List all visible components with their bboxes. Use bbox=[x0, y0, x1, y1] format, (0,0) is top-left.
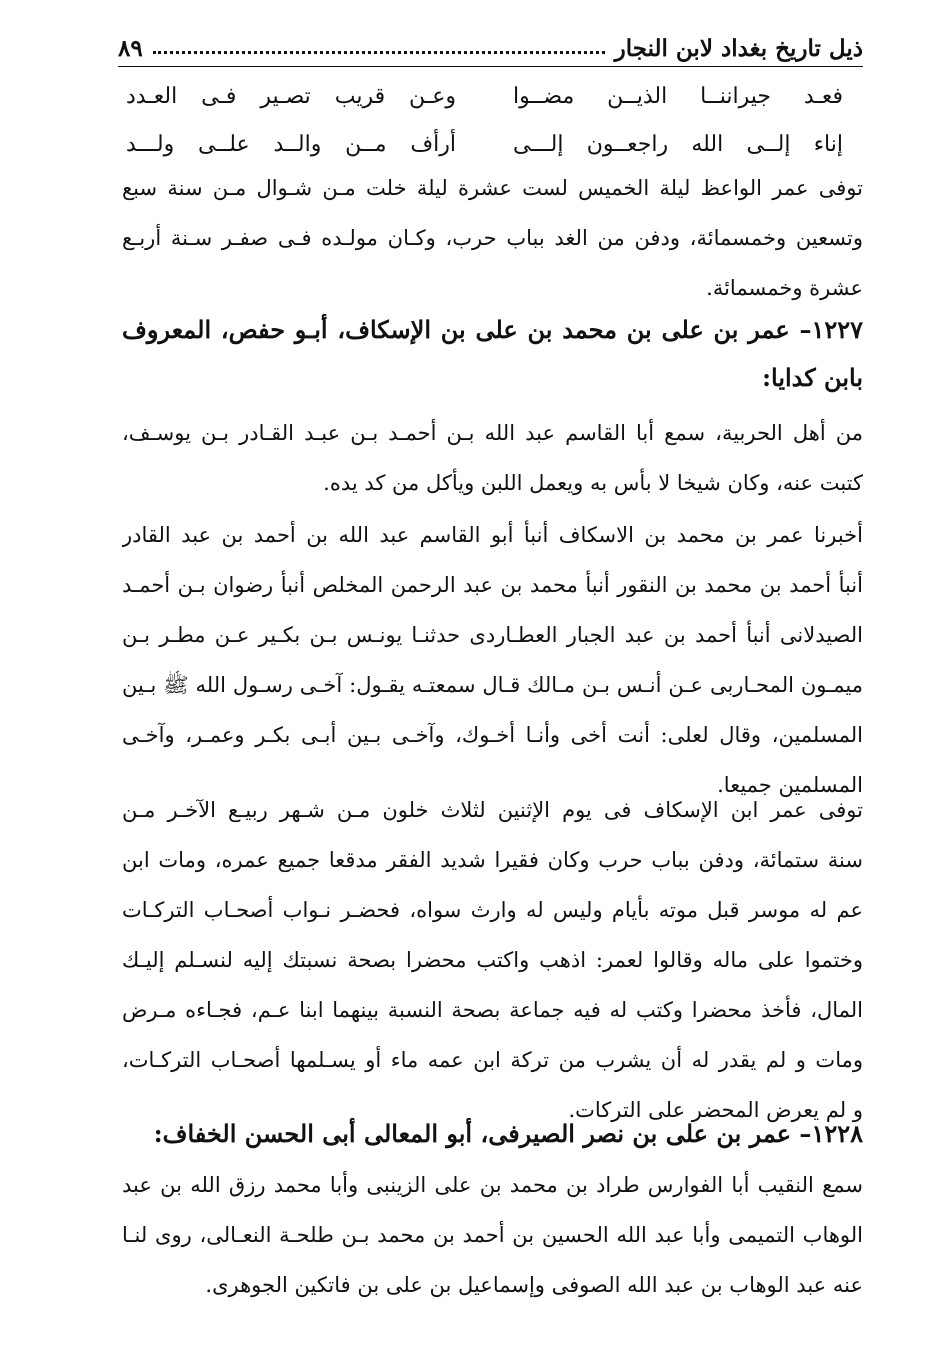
text-line: عم له موسر قبل موته بأيام وليس له وارث سواه، فحضـر نـواب أصحـاب التركـات bbox=[122, 898, 863, 922]
text-line: كتبت عنه، وكان شيخا لا بأس به ويعمل اللبن ويأكل من كد يده. bbox=[323, 471, 863, 495]
text-line: وختموا على ماله وقالوا لعمر: اذهب واكتب محضرا بصحة نسبتك إليه لنسـلم إليـك bbox=[122, 948, 863, 972]
paragraph-death-note bbox=[122, 163, 863, 313]
paragraph-bio-1227 bbox=[122, 408, 863, 508]
heading-line: ١٢٢٨– عمر بن على بن نصر الصيرفى، أبو المعالى أبى الحسن الخفاف: bbox=[153, 1119, 863, 1148]
text-line: توفى عمر ابن الإسكاف فى يوم الإثنين لثلاث خلون مـن شـهر ربيـع الآخـر مـن bbox=[122, 798, 863, 822]
heading-line: بابن كدايا: bbox=[762, 363, 863, 392]
text-line: و لم يعرض المحضر على التركات. bbox=[568, 1098, 863, 1122]
hemistich-first: إناء إلــى الله راجعــون إلـــى bbox=[513, 131, 843, 157]
text-line: عنه عبد الوهاب بن عبد الله الصوفى وإسماعيل بن على بن فاتكين الجوهرى. bbox=[205, 1273, 863, 1297]
hemistich-second: أرأف مــن والــد علــى ولـــد bbox=[126, 131, 456, 157]
hemistich-second: وعـن قريب تصـير فـى العـدد bbox=[126, 83, 456, 109]
text-line: عشرة وخمسمائة. bbox=[706, 276, 863, 300]
text-line: الوهاب التميمى وأبا عبد الله الحسين بن أحمد بن محمد بـن طلحـة النعـالى، روى لنـا bbox=[122, 1223, 863, 1247]
text-line: المال، فأخذ محضرا وكتب له فيه جماعة بصحة النسبة بينهما ابنا عـم، فجـاءه مـرض bbox=[122, 998, 863, 1022]
paragraph-hadith-1227 bbox=[122, 510, 863, 810]
text-line: أخبرنا عمر بن محمد بن الاسكاف أنبأ أبو القاسم عبد الله بن أحمد بن عبد القادر bbox=[122, 523, 863, 547]
text-line: الصيدلانى أنبأ أحمد بن عبد الجبار العطـاردى حدثنـا يونـس بـن بكـير عـن مطـر بـن bbox=[122, 623, 863, 647]
text-line: المسلمين جميعا. bbox=[717, 773, 863, 797]
poem-verse bbox=[118, 120, 863, 168]
text-line: ميمـون المحـاربى عـن أنـس بـن مـالك قـال سمعتـه يقـول: آخـى رسـول الله ﷺ بـين bbox=[122, 673, 863, 697]
entry-heading-1228 bbox=[122, 1110, 863, 1158]
running-title: ذيل تاريخ بغداد لابن النجار bbox=[614, 34, 863, 62]
text-line: سمع النقيب أبا الفوارس طراد بن محمد بن على الزينبى وأبا محمد رزق الله بن عبد bbox=[122, 1173, 863, 1197]
text-line: توفى عمر الواعظ ليلة الخميس لست عشرة ليلة خلت مـن شـوال مـن سنة سبع bbox=[122, 176, 863, 200]
text-line: المسلمين، وقال لعلى: أنت أخى وأنـا أخـوك، وآخـى بـين أبـى بكـر وعمـر، وآخـى bbox=[122, 723, 863, 747]
entry-heading-1227 bbox=[122, 306, 863, 402]
header-rule bbox=[118, 66, 863, 67]
poem bbox=[118, 72, 863, 168]
text-line: من أهل الحربية، سمع أبا القاسم عبد الله بـن أحمـد بـن عبـد القـادر بـن يوسـف، bbox=[122, 421, 863, 445]
header-dot-leader bbox=[153, 51, 605, 54]
text-line: سنة ستمائة، ودفن بباب حرب وكان فقيرا شديد الفقر مدقعا جميع عمره، ومات ابن bbox=[122, 848, 863, 872]
poem-verse bbox=[118, 72, 863, 120]
paragraph-bio-1228 bbox=[122, 1160, 863, 1310]
text-line: وتسعين وخمسمائة، ودفن من الغد بباب حرب، وكـان مولـده فـى صفـر سـنة أربـع bbox=[122, 226, 863, 250]
text-line: ومات و لم يقدر له أن يشرب من تركة ابن عمه ماء أو يسـلمها أصحـاب التركـات، bbox=[122, 1048, 863, 1072]
page-number: ٨٩ bbox=[118, 34, 143, 62]
paragraph-death-1227 bbox=[122, 785, 863, 1135]
heading-line: ١٢٢٧– عمر بن على بن محمد بن على بن الإسكاف، أبـو حفص، المعروف bbox=[122, 315, 863, 344]
hemistich-first: فعـد جيراننــا الذيــن مضــوا bbox=[513, 83, 843, 109]
running-header bbox=[118, 30, 863, 66]
text-line: أنبأ أحمد بن محمد بن النقور أنبأ محمد بن عبد الرحمن المخلص أنبأ رضوان بـن أحمـد bbox=[122, 573, 863, 597]
